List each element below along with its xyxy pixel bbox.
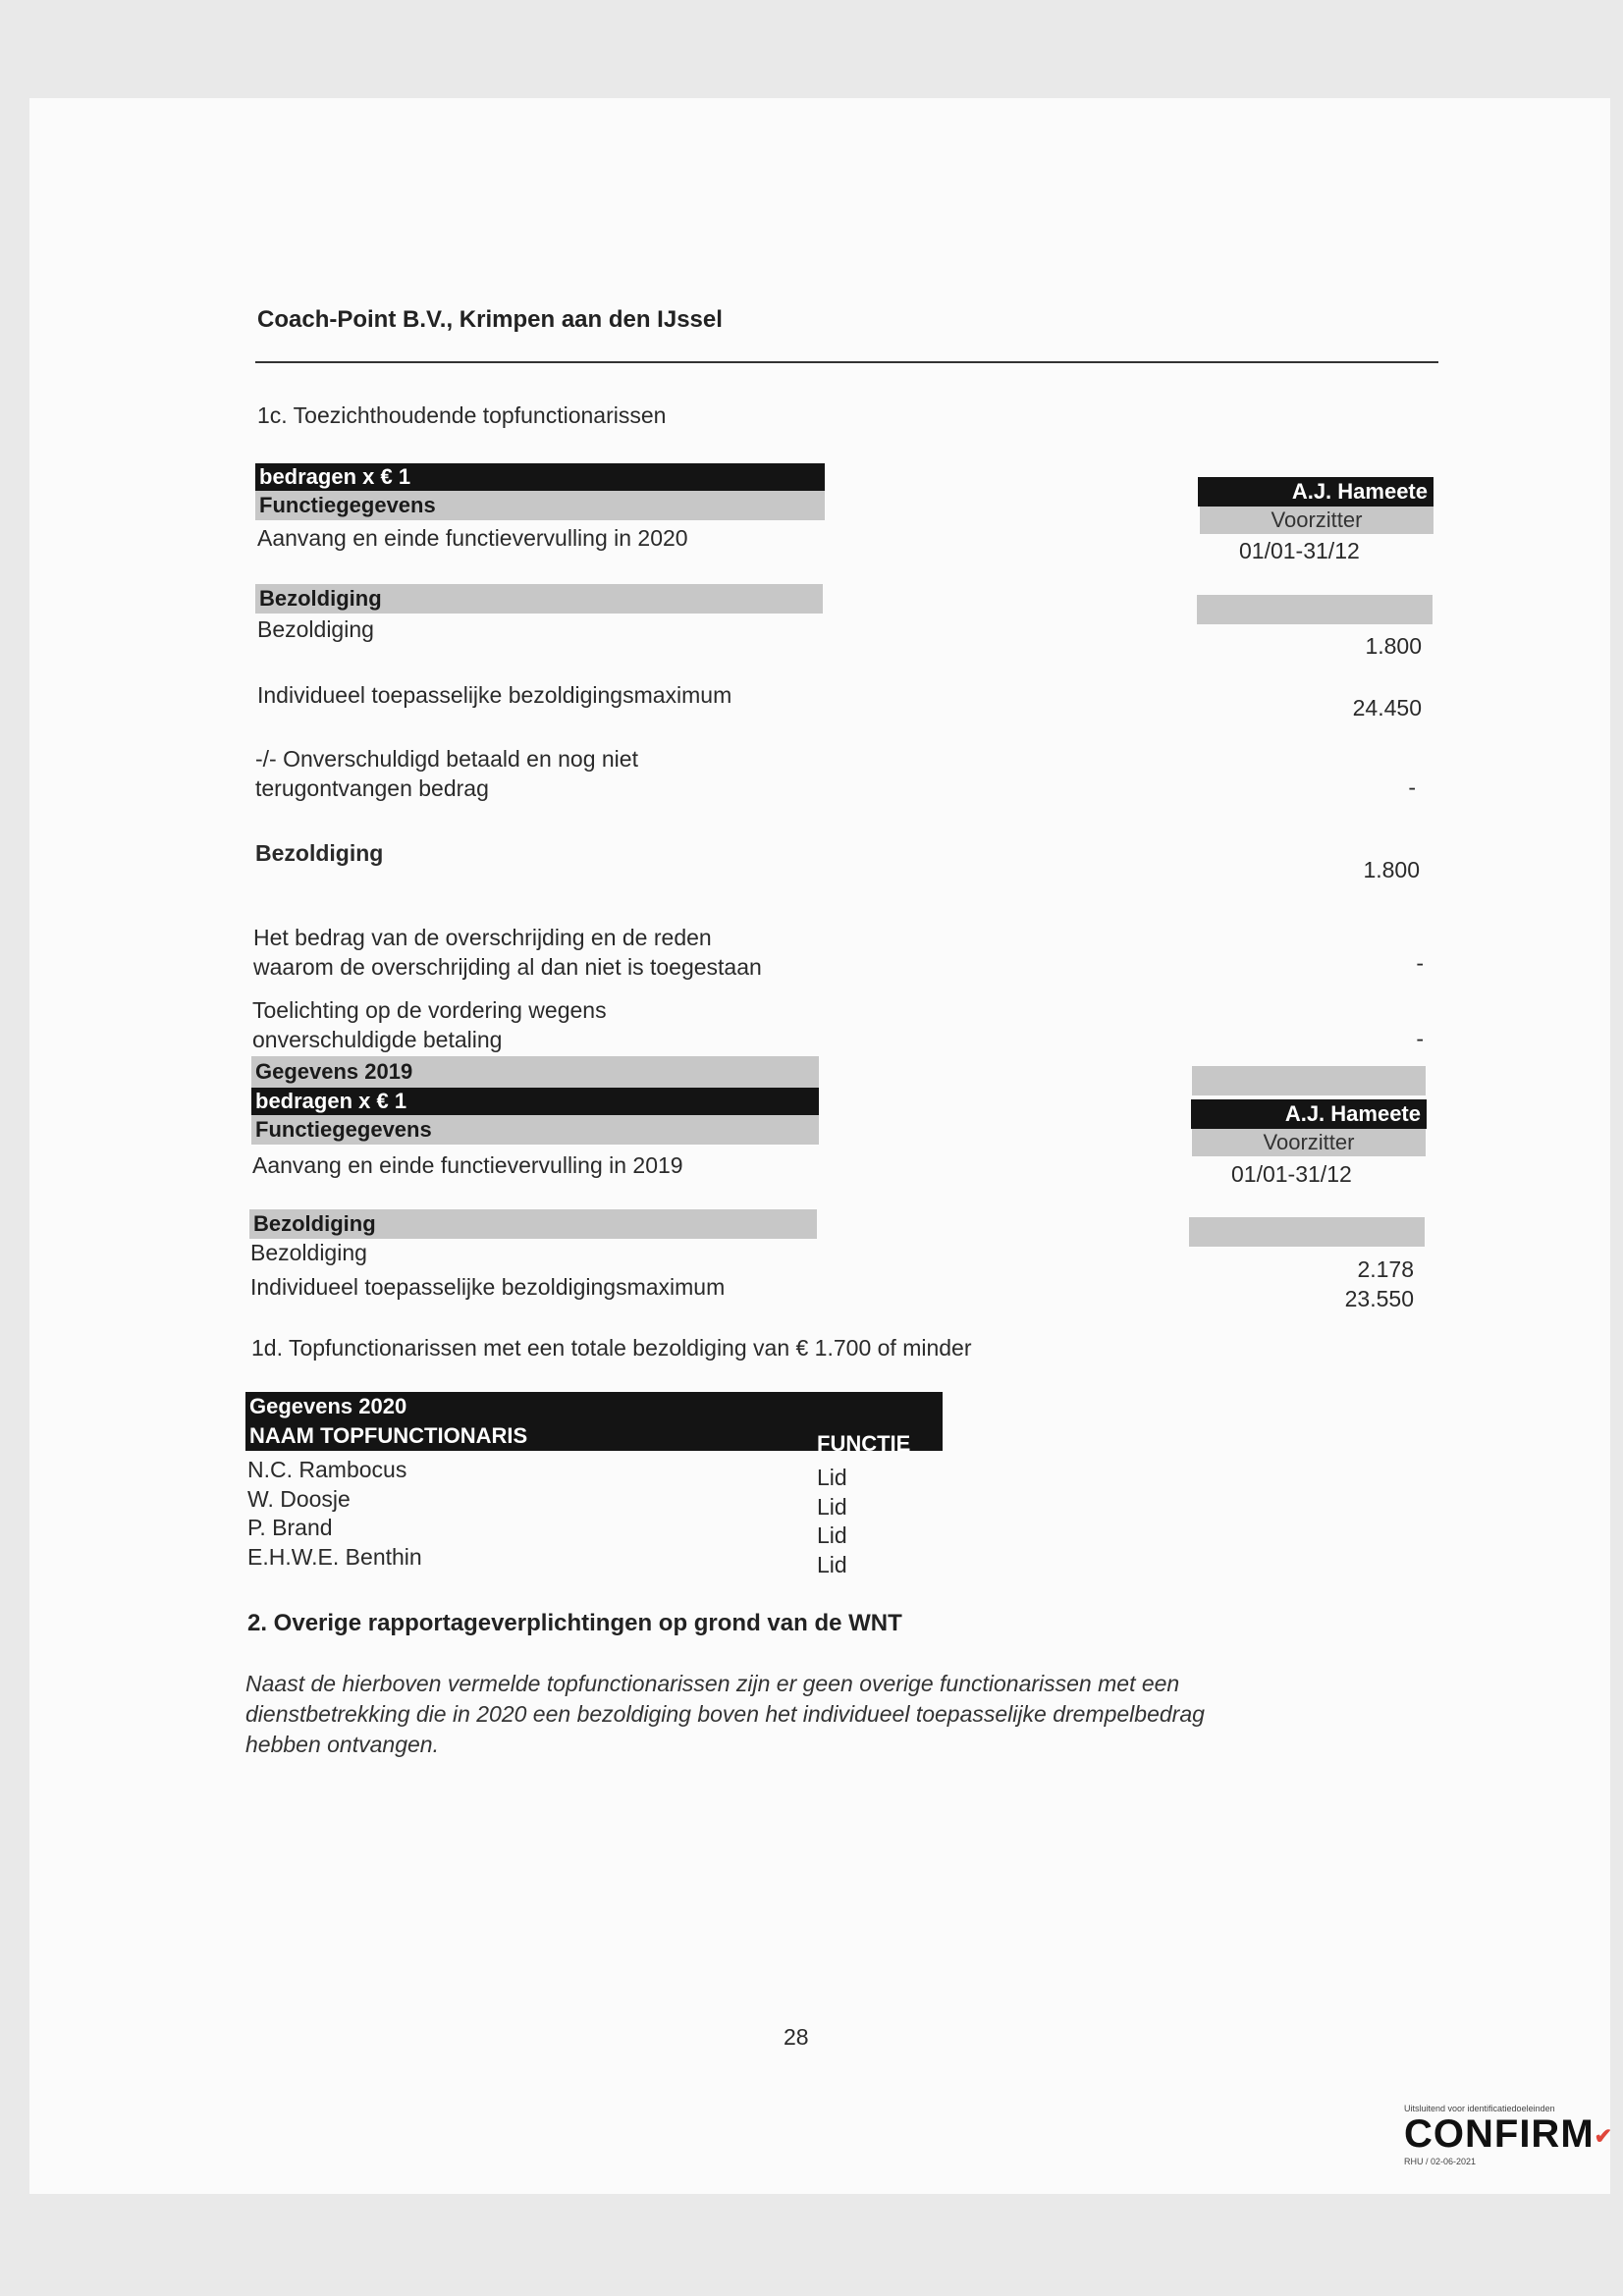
section-2-line1: Naast de hierboven vermelde topfunctionarissen zijn er geen overige functionarissen met een <box>245 1671 1180 1696</box>
pay-bar-right-2020 <box>1197 595 1433 624</box>
stamp-caption: Uitsluitend voor identificatiedoeleinden <box>1404 2104 1555 2113</box>
pay-value-2019: 2.178 <box>1357 1256 1414 1282</box>
explain-label-line2: onverschuldigde betaling <box>252 1027 503 1052</box>
amounts-bar-2019: bedragen x € 1 <box>251 1088 819 1115</box>
overpaid-label-line1: -/- Onverschuldigd betaald en nog niet <box>255 746 638 772</box>
col-function-header: FUNCTIE <box>817 1431 911 1456</box>
max-label-2019: Individueel toepasselijke bezoldigingsmaximum <box>250 1274 726 1300</box>
section-2-title: 2. Overige rapportageverplichtingen op grond van de WNT <box>247 1610 902 1636</box>
period-value-2019: 01/01-31/12 <box>1231 1161 1352 1187</box>
checkmark-icon: ✔ <box>1594 2123 1614 2149</box>
person-header-2019: A.J. Hameete <box>1191 1099 1427 1129</box>
pay-total-label-2020: Bezoldiging <box>255 840 384 866</box>
functionary-name-3: P. Brand <box>247 1515 333 1540</box>
col-name-header: NAAM TOPFUNCTIONARIS <box>249 1423 528 1448</box>
excess-value-2020: - <box>1416 950 1424 976</box>
stamp-reference: RHU / 02-06-2021 <box>1404 2157 1477 2167</box>
max-value-2019: 23.550 <box>1344 1286 1414 1311</box>
period-value-2020: 01/01-31/12 <box>1239 538 1360 563</box>
pay-label-2020: Bezoldiging <box>257 616 374 642</box>
year-bar-right-2019 <box>1192 1066 1426 1095</box>
role-cell-2019: Voorzitter <box>1192 1129 1426 1156</box>
excess-label-line1: Het bedrag van de overschrijding en de reden <box>253 925 712 950</box>
functionary-name-2: W. Doosje <box>247 1486 351 1512</box>
table-header-1d <box>245 1421 943 1456</box>
company-heading: Coach-Point B.V., Krimpen aan den IJssel <box>257 306 723 333</box>
person-header-2020: A.J. Hameete <box>1198 477 1434 507</box>
explain-label-line1: Toelichting op de vordering wegens <box>252 997 607 1023</box>
section-1c-title: 1c. Toezichthoudende topfunctionarissen <box>257 402 667 428</box>
pay-label-2019: Bezoldiging <box>250 1240 367 1265</box>
function-data-bar-2019: Functiegegevens <box>251 1115 819 1145</box>
functionary-name-1: N.C. Rambocus <box>247 1457 407 1482</box>
pay-bar-2019: Bezoldiging <box>249 1209 817 1239</box>
max-value-2020: 24.450 <box>1352 695 1422 721</box>
overpaid-label-line2: terugontvangen bedrag <box>255 775 489 801</box>
year-bar-1d: Gegevens 2020 <box>245 1392 943 1421</box>
explain-value-2020: - <box>1416 1026 1424 1051</box>
overpaid-value-2020: - <box>1408 774 1416 800</box>
section-1d-title: 1d. Topfunctionarissen met een totale bezoldiging van € 1.700 of minder <box>251 1335 972 1361</box>
year-bar-2019: Gegevens 2019 <box>251 1056 819 1088</box>
stamp-logo <box>1404 2112 1614 2157</box>
functionary-function-3: Lid <box>817 1522 847 1548</box>
period-label-2019: Aanvang en einde functievervulling in 2019 <box>252 1152 683 1178</box>
header-rule <box>255 361 1438 363</box>
confirm-stamp <box>1404 2104 1614 2167</box>
functionary-function-4: Lid <box>817 1552 847 1577</box>
max-label-2020: Individueel toepasselijke bezoldigingsmaximum <box>257 682 732 708</box>
stamp-brand: CONFIRM <box>1404 2112 1595 2156</box>
functionary-function-2: Lid <box>817 1494 847 1520</box>
section-2-line3: hebben ontvangen. <box>245 1732 439 1757</box>
role-cell-2020: Voorzitter <box>1200 507 1434 534</box>
pay-total-value-2020: 1.800 <box>1363 857 1420 882</box>
page-number: 28 <box>784 2024 809 2050</box>
period-label-2020: Aanvang en einde functievervulling in 2020 <box>257 525 688 551</box>
pay-bar-right-2019 <box>1189 1217 1425 1247</box>
pay-bar-2020: Bezoldiging <box>255 584 823 614</box>
functionary-name-4: E.H.W.E. Benthin <box>247 1544 422 1570</box>
excess-label-line2: waarom de overschrijding al dan niet is toegestaan <box>253 954 762 980</box>
amounts-bar-2020: bedragen x € 1 <box>255 463 825 491</box>
function-data-bar-2020: Functiegegevens <box>255 491 825 520</box>
section-2-line2: dienstbetrekking die in 2020 een bezoldiging boven het individueel toepasselijke drempelbedrag <box>245 1701 1205 1727</box>
pay-value-2020: 1.800 <box>1365 633 1422 659</box>
functionary-function-1: Lid <box>817 1465 847 1490</box>
